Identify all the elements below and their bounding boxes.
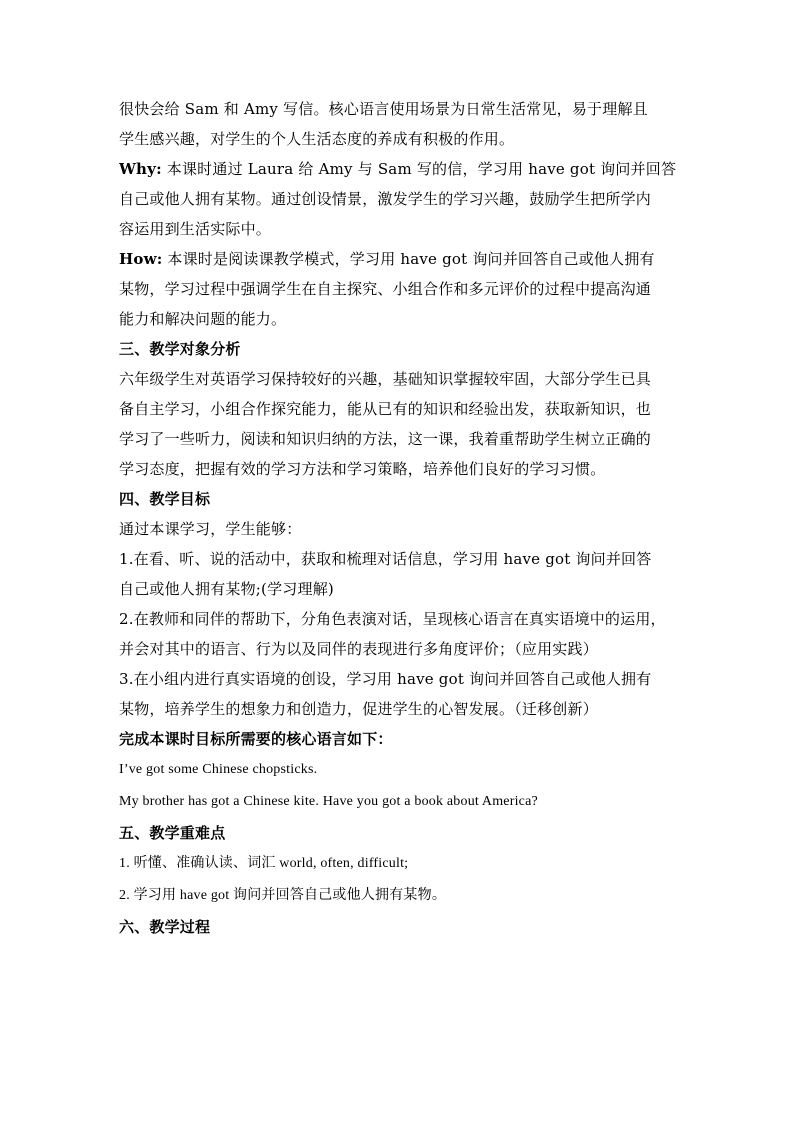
line-text: 容运用到生活实际中。 xyxy=(119,220,272,238)
line-text: 学生感兴趣，对学生的个人生活态度的养成有积极的作用。 xyxy=(119,130,515,148)
text-line xyxy=(119,754,679,786)
text-line xyxy=(119,634,679,664)
line-text: I’ve got some Chinese chopsticks. xyxy=(119,762,318,777)
line-text: 通过本课学习，学生能够： xyxy=(119,520,302,538)
line-text: 2. 学习用 have got 询问并回答自己或他人拥有某物。 xyxy=(119,888,447,903)
line-text: 1.在看、听、说的活动中，获取和梳理对话信息，学习用 have got 询问并回答 xyxy=(119,550,652,568)
text-line xyxy=(119,664,679,694)
text-line xyxy=(119,304,679,334)
text-line xyxy=(119,214,679,244)
line-text: 并会对其中的语言、行为以及同伴的表现进行多角度评价；（应用实践） xyxy=(119,640,598,658)
line-text: 四、教学目标 xyxy=(119,490,211,508)
lead-label: How: xyxy=(119,250,163,268)
line-text: 完成本课时目标所需要的核心语言如下： xyxy=(119,730,393,748)
line-text: 本课时通过 Laura 给 Amy 与 Sam 写的信，学习用 have got 询问并回答 xyxy=(161,160,677,178)
text-line xyxy=(119,244,679,274)
document-body xyxy=(119,94,679,942)
text-line xyxy=(119,364,679,394)
text-line xyxy=(119,514,679,544)
line-text: 备自主学习，小组合作探究能力，能从已有的知识和经验出发，获取新知识，也 xyxy=(119,400,652,418)
section-heading xyxy=(119,334,679,364)
line-text: 自己或他人拥有某物;(学习理解) xyxy=(119,580,334,598)
line-text: 五、教学重难点 xyxy=(119,824,226,842)
text-line xyxy=(119,694,679,724)
section-heading xyxy=(119,484,679,514)
line-text: 本课时是阅读课教学模式，学习用 have got 询问并回答自己或他人拥有 xyxy=(162,250,655,268)
line-text: 六、教学过程 xyxy=(119,918,211,936)
text-line xyxy=(119,604,679,634)
text-line xyxy=(119,394,679,424)
text-line xyxy=(119,544,679,574)
line-text: 三、教学对象分析 xyxy=(119,340,241,358)
text-line xyxy=(119,848,679,880)
text-line xyxy=(119,184,679,214)
text-line xyxy=(119,880,679,912)
line-text: 能力和解决问题的能力。 xyxy=(119,310,287,328)
line-text: My brother has got a Chinese kite. Have you got a book about America? xyxy=(119,794,538,809)
text-line xyxy=(119,574,679,604)
line-text: 某物，学习过程中强调学生在自主探究、小组合作和多元评价的过程中提高沟通 xyxy=(119,280,652,298)
text-line xyxy=(119,124,679,154)
text-line xyxy=(119,94,679,124)
section-heading xyxy=(119,818,679,848)
text-line xyxy=(119,424,679,454)
line-text: 3.在小组内进行真实语境的创设，学习用 have got 询问并回答自己或他人拥有 xyxy=(119,670,652,688)
line-text: 很快会给 Sam 和 Amy 写信。核心语言使用场景为日常生活常见，易于理解且 xyxy=(119,100,648,118)
line-text: 六年级学生对英语学习保持较好的兴趣，基础知识掌握较牢固，大部分学生已具 xyxy=(119,370,652,388)
text-line xyxy=(119,786,679,818)
text-line xyxy=(119,454,679,484)
line-text: 学习了一些听力，阅读和知识归纳的方法，这一课，我着重帮助学生树立正确的 xyxy=(119,430,652,448)
line-text: 自己或他人拥有某物。通过创设情景，激发学生的学习兴趣，鼓励学生把所学内 xyxy=(119,190,652,208)
line-text: 2.在教师和同伴的帮助下，分角色表演对话，呈现核心语言在真实语境中的运用， xyxy=(119,610,666,628)
section-heading xyxy=(119,912,679,942)
text-line xyxy=(119,274,679,304)
lead-label: Why: xyxy=(119,160,162,178)
section-heading xyxy=(119,724,679,754)
text-line xyxy=(119,154,679,184)
line-text: 学习态度，把握有效的学习方法和学习策略，培养他们良好的学习习惯。 xyxy=(119,460,606,478)
line-text: 某物，培养学生的想象力和创造力，促进学生的心智发展。（迁移创新） xyxy=(119,700,598,718)
line-text: 1. 听懂、准确认读、词汇 world, often, difficult; xyxy=(119,856,409,871)
